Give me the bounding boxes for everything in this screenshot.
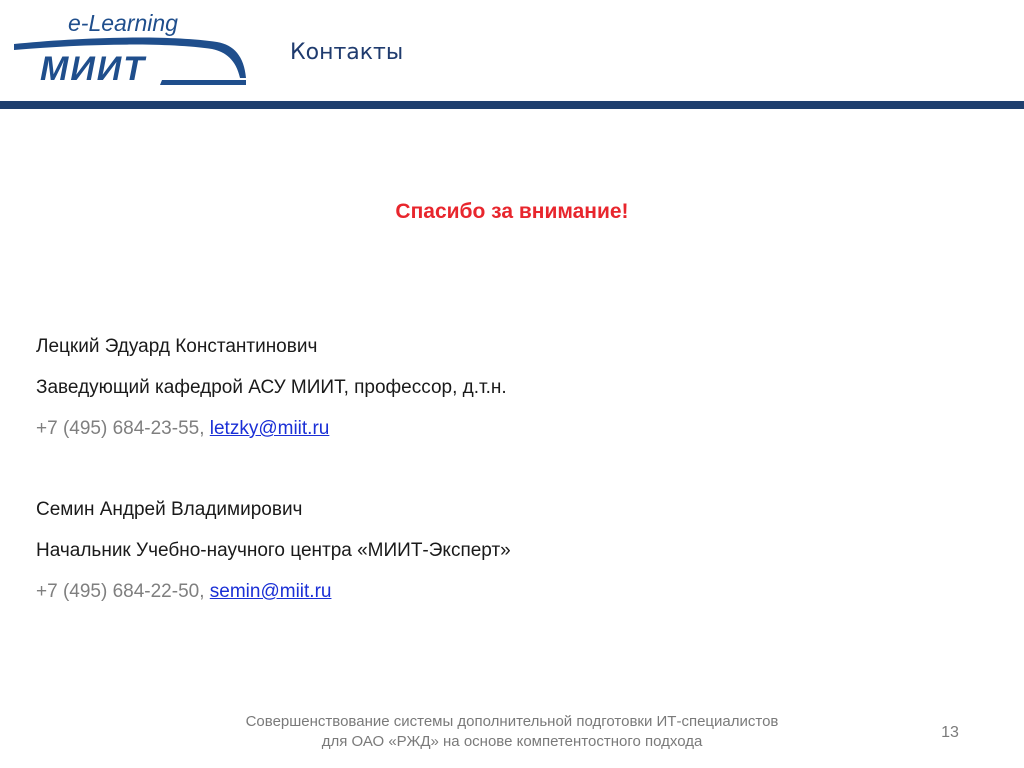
contact-position: Начальник Учебно-научного центра «МИИТ-Эксперт» xyxy=(36,540,511,561)
contact-name: Семин Андрей Владимирович xyxy=(36,499,303,520)
miit-logo xyxy=(12,8,252,88)
contact-email-link[interactable]: letzky@miit.ru xyxy=(209,418,330,439)
header-divider xyxy=(0,101,1024,109)
contact-name: Лецкий Эдуард Константинович xyxy=(36,336,318,357)
page-title: Контакты xyxy=(290,40,404,65)
logo-wordmark: МИИТ xyxy=(40,50,146,88)
footer-line-2: для ОАО «РЖД» на основе компетентостного подхода xyxy=(321,733,703,750)
logo-tagline: e-Learning xyxy=(68,10,178,36)
contact-phone: +7 (495) 684-22-50, xyxy=(36,581,210,602)
contact-card xyxy=(36,326,507,449)
footer-line-1: Совершенствование системы дополнительной подготовки ИТ-специалистов xyxy=(245,713,779,730)
footer xyxy=(180,712,844,752)
train-logo-icon xyxy=(12,30,252,90)
contact-phone: +7 (495) 684-23-55, xyxy=(36,418,210,439)
contact-email-link[interactable]: semin@miit.ru xyxy=(209,581,332,602)
contact-card xyxy=(36,489,511,612)
contact-phone-line xyxy=(36,571,511,612)
contact-phone-line xyxy=(36,408,507,449)
thanks-message: Спасибо за внимание! xyxy=(395,200,629,223)
page-number: 13 xyxy=(941,724,959,741)
contact-position: Заведующий кафедрой АСУ МИИТ, профессор, д.т.н. xyxy=(36,377,507,398)
